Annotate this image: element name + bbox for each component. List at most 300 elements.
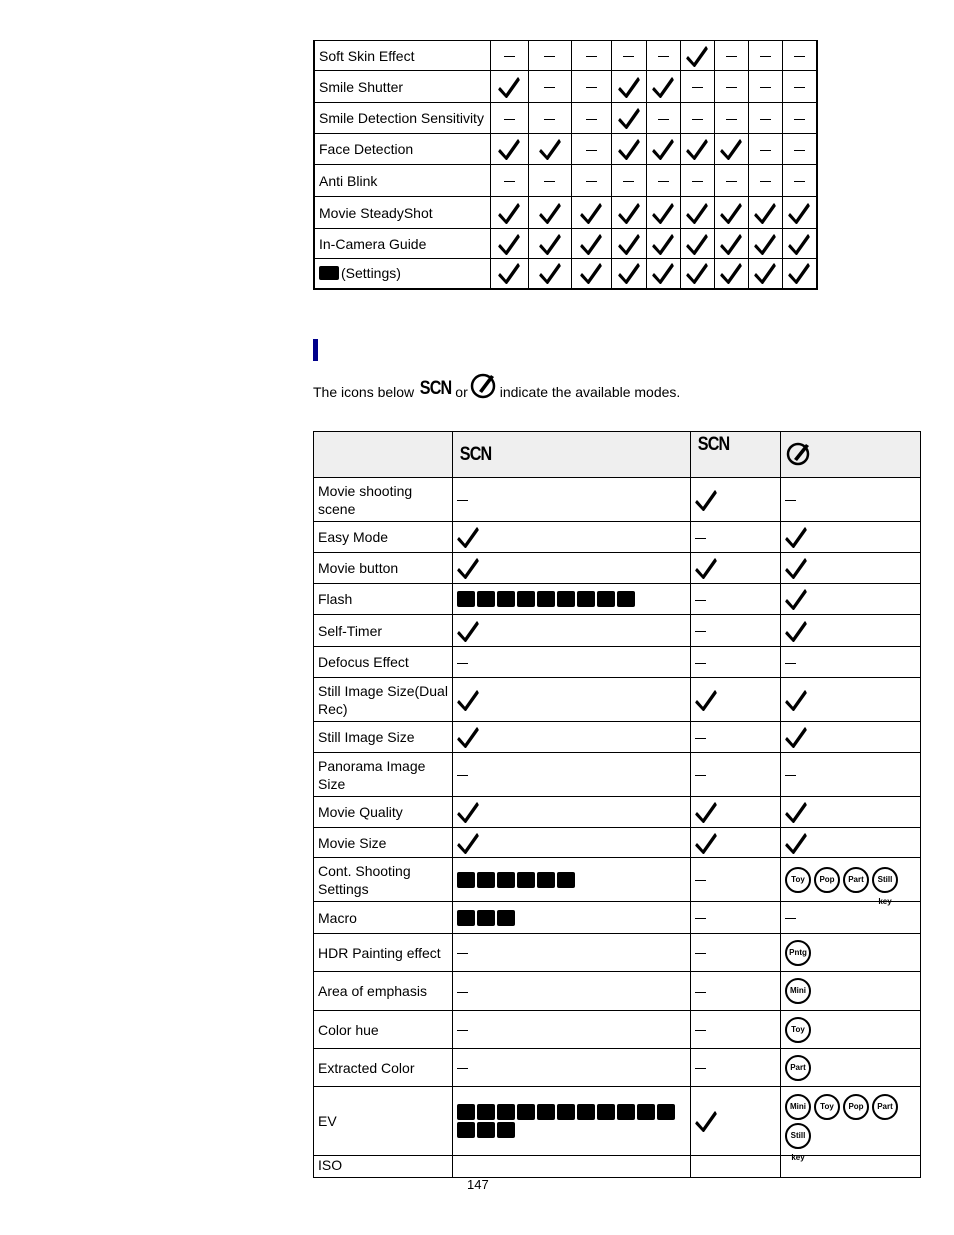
- dash-icon: [586, 119, 597, 120]
- header-scn-1: SCN: [453, 432, 691, 478]
- fireworks-icon: [477, 1122, 495, 1138]
- row-label: Still Image Size: [314, 722, 453, 753]
- mark-cell: [782, 134, 817, 165]
- mark-cell: [571, 134, 611, 165]
- mark-cell: [646, 103, 680, 134]
- mark-cell: [714, 165, 748, 197]
- table-row: [314, 1011, 921, 1049]
- night-portrait-icon: [457, 1104, 475, 1120]
- row-label: Anti Blink: [314, 165, 490, 197]
- mark-cell: [691, 902, 781, 934]
- row-label: Smile Shutter: [314, 71, 490, 103]
- intro-after: indicate the available modes.: [499, 384, 681, 400]
- mark-cell: [781, 522, 921, 553]
- mark-cell: [680, 229, 714, 259]
- mark-cell: [680, 165, 714, 197]
- dash-icon: [760, 119, 771, 120]
- mark-cell: [782, 229, 817, 259]
- mark-cell: [691, 1011, 781, 1049]
- dash-icon: [794, 56, 805, 57]
- mark-cell: [646, 41, 680, 71]
- macro-icon: [457, 910, 475, 926]
- mark-cell: [781, 478, 921, 522]
- check-icon: [785, 832, 807, 854]
- mark-cell: [781, 828, 921, 858]
- mark-cell: [691, 1049, 781, 1087]
- mark-cell: [490, 259, 528, 289]
- check-icon: [686, 262, 708, 284]
- mark-cell: [781, 722, 921, 753]
- table-row: [314, 229, 817, 259]
- mark-cell: [748, 134, 782, 165]
- section-marker: [313, 339, 318, 361]
- effect-toy-icon: Toy: [785, 867, 811, 893]
- mark-cell: [691, 553, 781, 584]
- table-row: [314, 103, 817, 134]
- dash-icon: [794, 181, 805, 182]
- mark-cell: [490, 229, 528, 259]
- check-icon: [788, 233, 810, 255]
- mark-cell: [680, 41, 714, 71]
- check-icon: [785, 689, 807, 711]
- mark-cell: [691, 858, 781, 902]
- dash-icon: [785, 775, 796, 776]
- mark-cell: [453, 858, 691, 902]
- table-row: [314, 972, 921, 1011]
- check-icon: [720, 202, 742, 224]
- check-icon: [498, 233, 520, 255]
- table-row: [314, 753, 921, 797]
- mark-cell: [782, 197, 817, 229]
- mark-cell: [611, 71, 646, 103]
- mark-cell: [453, 553, 691, 584]
- mark-cell: [611, 41, 646, 71]
- check-icon: [785, 526, 807, 548]
- mark-cell: [691, 615, 781, 647]
- check-icon: [652, 202, 674, 224]
- mark-cell: [453, 647, 691, 678]
- check-icon: [539, 262, 561, 284]
- dash-icon: [695, 631, 706, 632]
- mark-cell: [646, 197, 680, 229]
- dash-icon: [695, 1068, 706, 1069]
- dash-icon: [695, 600, 706, 601]
- snow-icon: [537, 872, 555, 888]
- twilight-icon: [557, 1104, 575, 1120]
- hand-held-icon: [617, 591, 635, 607]
- check-icon: [457, 801, 479, 823]
- mark-cell: [748, 103, 782, 134]
- mark-cell: [691, 1087, 781, 1156]
- mark-cell: [782, 41, 817, 71]
- high-sensitivity-icon: [597, 1104, 615, 1120]
- mark-cell: [748, 229, 782, 259]
- check-icon: [785, 726, 807, 748]
- table-row: [314, 1087, 921, 1156]
- row-label: Self-Timer: [314, 615, 453, 647]
- backlight-portrait-icon: [477, 591, 495, 607]
- mark-cell: [490, 165, 528, 197]
- dash-icon: [692, 87, 703, 88]
- check-icon: [785, 588, 807, 610]
- beach-icon: [577, 591, 595, 607]
- dash-icon: [457, 1068, 468, 1069]
- dash-icon: [504, 56, 515, 57]
- effect-mini-icon: Mini: [785, 1094, 811, 1120]
- mark-cell: [611, 103, 646, 134]
- dash-icon: [623, 56, 634, 57]
- mark-cell: [528, 103, 571, 134]
- mark-cell: [691, 972, 781, 1011]
- mark-cell: [528, 229, 571, 259]
- row-label: In-Camera Guide: [314, 229, 490, 259]
- check-icon: [652, 262, 674, 284]
- row-label: Movie shooting scene: [314, 478, 453, 522]
- mark-cell: [782, 165, 817, 197]
- mark-cell: [714, 259, 748, 289]
- mark-cell: [571, 259, 611, 289]
- check-icon: [686, 202, 708, 224]
- dash-icon: [544, 181, 555, 182]
- header-empty: [314, 432, 453, 478]
- check-icon: [498, 76, 520, 98]
- table-row: [314, 1156, 921, 1178]
- mark-cell: [571, 103, 611, 134]
- table-row: [314, 678, 921, 722]
- dash-icon: [457, 775, 468, 776]
- row-label: (Settings): [314, 259, 490, 289]
- dash-icon: [726, 181, 737, 182]
- dash-icon: [586, 87, 597, 88]
- mark-cell: [691, 584, 781, 615]
- macro-icon: [517, 591, 535, 607]
- mark-cell: [714, 71, 748, 103]
- mark-cell: [782, 103, 817, 134]
- mark-cell: [453, 584, 691, 615]
- table-row: [314, 134, 817, 165]
- mark-cell: [714, 134, 748, 165]
- check-icon: [720, 233, 742, 255]
- dash-icon: [457, 953, 468, 954]
- dash-icon: [658, 119, 669, 120]
- mark-cell: [781, 1011, 921, 1049]
- check-icon: [618, 262, 640, 284]
- dash-icon: [695, 918, 706, 919]
- mark-cell: [691, 1156, 781, 1178]
- table-row: [314, 1049, 921, 1087]
- twilight-portrait-icon: [537, 1104, 555, 1120]
- mark-cell: [781, 858, 921, 906]
- dash-icon: [544, 119, 555, 120]
- dash-icon: [760, 150, 771, 151]
- dash-icon: [760, 56, 771, 57]
- table-row: [314, 828, 921, 858]
- dash-icon: [794, 119, 805, 120]
- dash-icon: [726, 56, 737, 57]
- intro-before: The icons below: [313, 384, 415, 400]
- pet-icon: [557, 591, 575, 607]
- dash-icon: [586, 150, 597, 151]
- row-label: Soft Skin Effect: [314, 41, 490, 71]
- mark-cell: [453, 902, 691, 934]
- dash-icon: [457, 500, 468, 501]
- mark-cell: [611, 197, 646, 229]
- mark-cell: [748, 197, 782, 229]
- row-label: Easy Mode: [314, 522, 453, 553]
- mark-cell: [691, 934, 781, 972]
- check-icon: [695, 1110, 717, 1132]
- mark-cell: [453, 722, 691, 753]
- row-label: Color hue: [314, 1011, 453, 1049]
- backlight-portrait-icon: [477, 1104, 495, 1120]
- check-icon: [695, 489, 717, 511]
- page-number: 147: [467, 1177, 489, 1192]
- dash-icon: [544, 87, 555, 88]
- mark-cell: [453, 972, 691, 1011]
- hand-held-icon: [557, 872, 575, 888]
- dash-icon: [695, 992, 706, 993]
- mark-cell: [571, 197, 611, 229]
- mark-cell: [453, 678, 691, 722]
- table-row: [314, 41, 817, 71]
- mark-cell: [781, 584, 921, 615]
- gourmet-icon: [617, 1104, 635, 1120]
- mark-cell: [453, 1156, 691, 1178]
- check-icon: [618, 138, 640, 160]
- beach-icon: [657, 1104, 675, 1120]
- mark-cell: [490, 103, 528, 134]
- mark-cell: [646, 165, 680, 197]
- table-row: [314, 902, 921, 934]
- mark-cell: [528, 197, 571, 229]
- mark-cell: [611, 259, 646, 289]
- check-icon: [720, 262, 742, 284]
- header-scn-2: SCN: [691, 432, 781, 478]
- check-icon: [539, 138, 561, 160]
- dash-icon: [785, 918, 796, 919]
- photo-creativity-icon: [470, 370, 498, 400]
- row-label: Movie Quality: [314, 797, 453, 828]
- table-row: [314, 584, 921, 615]
- photo-creativity-icon: [785, 439, 813, 467]
- dash-icon: [785, 663, 796, 664]
- pet-icon: [497, 910, 515, 926]
- row-label: Movie button: [314, 553, 453, 584]
- mark-cell: [490, 41, 528, 71]
- check-icon: [498, 202, 520, 224]
- mark-cell: [453, 478, 691, 522]
- soft-snap-icon: [497, 1104, 515, 1120]
- check-icon: [580, 202, 602, 224]
- dash-icon: [726, 87, 737, 88]
- check-icon: [695, 557, 717, 579]
- settings-toolbox-icon: [319, 266, 339, 280]
- dash-icon: [586, 56, 597, 57]
- dash-icon: [695, 1030, 706, 1031]
- effect-toy-icon: Toy: [814, 1094, 840, 1120]
- check-icon: [457, 557, 479, 579]
- check-icon: [618, 107, 640, 129]
- mark-cell: [571, 41, 611, 71]
- check-icon: [580, 233, 602, 255]
- mark-cell: [680, 103, 714, 134]
- landscape-icon: [497, 591, 515, 607]
- effect-still-key-icon: Still key: [872, 867, 898, 893]
- landscape-icon: [517, 1104, 535, 1120]
- mark-cell: [680, 134, 714, 165]
- mark-cell: [611, 165, 646, 197]
- mark-cell: [528, 134, 571, 165]
- check-icon: [754, 233, 776, 255]
- dash-icon: [794, 87, 805, 88]
- table-row: [314, 522, 921, 553]
- pet-icon: [637, 1104, 655, 1120]
- mark-cell: [453, 753, 691, 797]
- table-row: [314, 71, 817, 103]
- mark-cell: [571, 165, 611, 197]
- mark-cell: [781, 615, 921, 647]
- effect-part-icon: Part: [843, 867, 869, 893]
- mark-cell: [646, 71, 680, 103]
- table-row: [314, 553, 921, 584]
- table-row: [314, 934, 921, 972]
- mark-cell: [528, 71, 571, 103]
- row-label: ISO: [314, 1156, 453, 1178]
- mark-cell: [490, 197, 528, 229]
- mark-cell: [714, 229, 748, 259]
- check-icon: [788, 202, 810, 224]
- check-icon: [457, 689, 479, 711]
- check-icon: [539, 233, 561, 255]
- mark-cell: [714, 103, 748, 134]
- dash-icon: [695, 538, 706, 539]
- snow-icon: [457, 1122, 475, 1138]
- effect-pop-icon: Pop: [814, 867, 840, 893]
- hand-held-twilight-icon: [577, 1104, 595, 1120]
- mark-cell: [781, 647, 921, 678]
- effect-mini-icon: Mini: [785, 978, 811, 1004]
- mark-cell: [782, 71, 817, 103]
- settings-table-2: [313, 431, 921, 1178]
- mark-cell: [691, 828, 781, 858]
- check-icon: [720, 138, 742, 160]
- mark-cell: [781, 972, 921, 1011]
- check-icon: [652, 138, 674, 160]
- check-icon: [788, 262, 810, 284]
- check-icon: [498, 262, 520, 284]
- check-icon: [686, 45, 708, 67]
- dash-icon: [658, 56, 669, 57]
- row-label: Movie Size: [314, 828, 453, 858]
- check-icon: [695, 801, 717, 823]
- check-icon: [695, 689, 717, 711]
- check-icon: [498, 138, 520, 160]
- mark-cell: [748, 71, 782, 103]
- mark-cell: [748, 259, 782, 289]
- check-icon: [686, 138, 708, 160]
- effect-pntg-icon: Pntg: [785, 940, 811, 966]
- table-row: [314, 259, 817, 289]
- effect-toy-icon: Toy: [785, 1017, 811, 1043]
- row-label: HDR Painting effect: [314, 934, 453, 972]
- dash-icon: [658, 181, 669, 182]
- dash-icon: [457, 1030, 468, 1031]
- mark-cell: [691, 647, 781, 678]
- dash-icon: [785, 500, 796, 501]
- mark-cell: [453, 1087, 691, 1156]
- mark-cell: [528, 165, 571, 197]
- check-icon: [754, 262, 776, 284]
- effect-still-key-icon: Still key: [785, 1123, 811, 1149]
- mark-cell: [490, 134, 528, 165]
- night-portrait-icon: [457, 872, 475, 888]
- dash-icon: [457, 663, 468, 664]
- mark-cell: [691, 753, 781, 797]
- mark-cell: [781, 1087, 921, 1162]
- mark-cell: [714, 41, 748, 71]
- mark-cell: [453, 522, 691, 553]
- mark-cell: [680, 259, 714, 289]
- row-label: EV: [314, 1087, 453, 1156]
- check-icon: [652, 76, 674, 98]
- dash-icon: [760, 87, 771, 88]
- table-row: [314, 797, 921, 828]
- table-row: [314, 478, 921, 522]
- mark-cell: [646, 259, 680, 289]
- table-row: [314, 722, 921, 753]
- check-icon: [457, 832, 479, 854]
- row-label: Flash: [314, 584, 453, 615]
- mark-cell: [781, 553, 921, 584]
- mark-cell: [611, 134, 646, 165]
- check-icon: [618, 76, 640, 98]
- table-row: [314, 197, 817, 229]
- mark-cell: [691, 522, 781, 553]
- beach-icon: [517, 872, 535, 888]
- mark-cell: [528, 41, 571, 71]
- table-row: [314, 615, 921, 647]
- table-row: [314, 858, 921, 902]
- row-label: Panorama Image Size: [314, 753, 453, 797]
- dash-icon: [692, 181, 703, 182]
- mark-cell: [781, 753, 921, 797]
- dash-icon: [692, 119, 703, 120]
- mark-cell: [453, 1049, 691, 1087]
- mark-cell: [781, 902, 921, 934]
- row-label: Movie SteadyShot: [314, 197, 490, 229]
- dash-icon: [726, 119, 737, 120]
- check-icon: [785, 620, 807, 642]
- mark-cell: [528, 259, 571, 289]
- dash-icon: [504, 119, 515, 120]
- mark-cell: [714, 197, 748, 229]
- dash-icon: [695, 953, 706, 954]
- mark-cell: [680, 197, 714, 229]
- row-label: Extracted Color: [314, 1049, 453, 1087]
- check-icon: [618, 202, 640, 224]
- landscape-icon: [497, 872, 515, 888]
- scn-icon: SCN: [419, 378, 452, 399]
- mark-cell: [453, 1011, 691, 1049]
- check-icon: [457, 526, 479, 548]
- mark-cell: [646, 134, 680, 165]
- dash-icon: [457, 992, 468, 993]
- mark-cell: [691, 797, 781, 828]
- mark-cell: [781, 678, 921, 722]
- mark-cell: [748, 41, 782, 71]
- dash-icon: [623, 181, 634, 182]
- check-icon: [539, 202, 561, 224]
